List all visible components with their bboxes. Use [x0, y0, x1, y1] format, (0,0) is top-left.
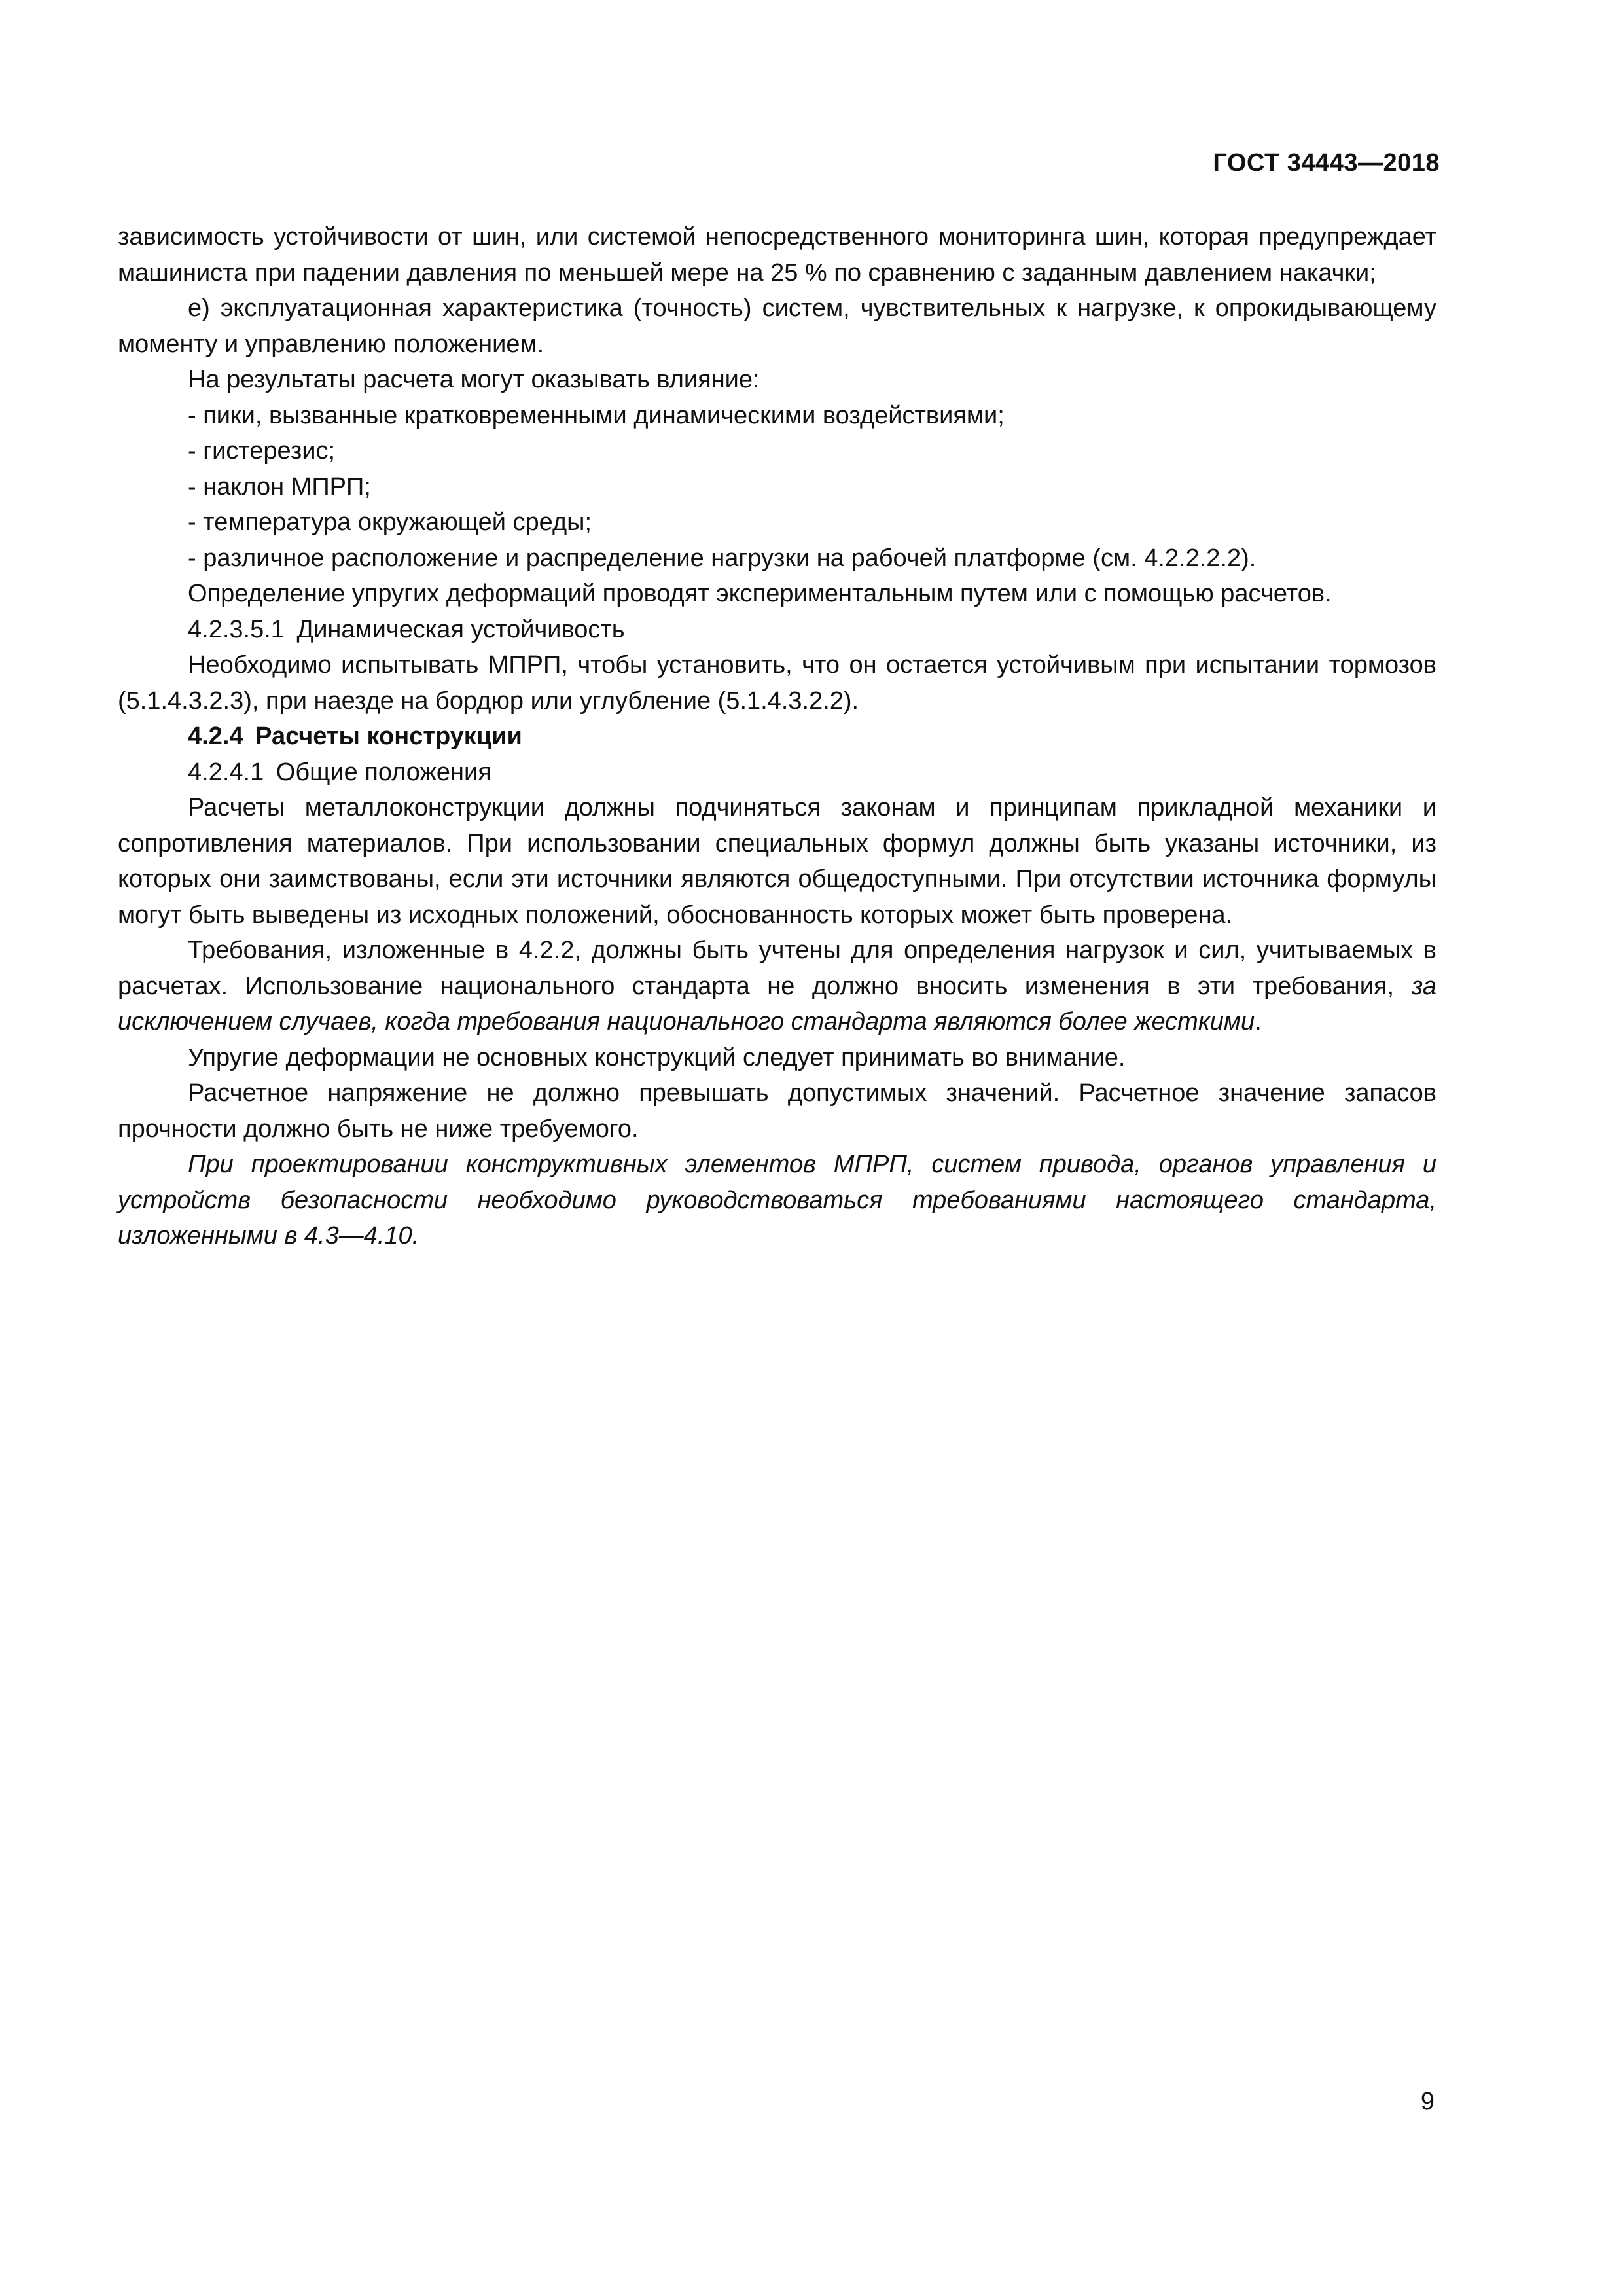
document-body	[118, 219, 1436, 1254]
requirements-tail: .	[1255, 1008, 1262, 1035]
paragraph-calculation-laws: Расчеты металлоконструкции должны подчиняться законам и принципам прикладной механики и сопротивления материалов. При использовании специальных формул должны быть указаны источники, из которых они заимствованы, если эти источники являются общедоступными. При отсутствии источника формулы могут быть выведены из исходных положений, обоснованность которых может быть проверена.	[118, 794, 1436, 929]
list-item-hysteresis: - гистерезис;	[188, 437, 336, 465]
paragraph-continuation: зависимость устойчивости от шин, или системой непосредственного мониторинга шин, которая предупреждает машиниста при падении давления по меньшей мере на 25 % по сравнению с заданным давлением накачки;	[118, 223, 1436, 287]
subsection-heading-dynamic-stability	[118, 612, 1436, 648]
list-item-temperature: - температура окружающей среды;	[188, 509, 592, 536]
section-title: Расчеты конструкции	[255, 723, 522, 750]
paragraph-influence-intro: На результаты расчета могут оказывать влияние:	[188, 366, 760, 393]
section-title: Динамическая устойчивость	[296, 615, 625, 643]
section-number: 4.2.3.5.1	[188, 615, 285, 643]
paragraph-elastic-deformation: Определение упругих деформаций проводят экспериментальным путем или с помощью расчетов.	[188, 580, 1332, 607]
section-heading-structural-calculations	[118, 719, 1436, 755]
paragraph-dynamic-test: Необходимо испытывать МПРП, чтобы установить, что он остается устойчивым при испытании тормозов (5.1.4.3.2.3), при наезде на бордюр или углубление (5.1.4.3.2.2).	[118, 651, 1436, 715]
paragraph-design-guidance: При проектировании конструктивных элементов МПРП, систем привода, органов управления и устройств безопасности необходимо руководствоваться требованиями настоящего стандарта, изложенными в 4.3—4.10.	[118, 1151, 1436, 1249]
list-item-peaks: - пики, вызванные кратковременными динамическими воздействиями;	[188, 401, 1005, 429]
paragraph-design-stress: Расчетное напряжение не должно превышать допустимых значений. Расчетное значение запасов прочности должно быть не ниже требуемого.	[118, 1079, 1436, 1143]
section-title: Общие положения	[276, 758, 491, 786]
paragraph-nonprimary-deformation: Упругие деформации не основных конструкций следует принимать во внимание.	[188, 1043, 1126, 1071]
requirements-italic-text: за исключением случаев, когда требования национального стандарта являются более жесткими	[118, 972, 1437, 1035]
list-item-load-distribution: - различное расположение и распределение нагрузки на рабочей платформе (см. 4.2.2.2.2).	[188, 544, 1257, 572]
list-item-e: e) эксплуатационная характеристика (точность) систем, чувствительных к нагрузке, к опрокидывающему моменту и управлению положением.	[118, 295, 1436, 358]
subsection-heading-general	[118, 755, 1436, 791]
paragraph-requirements	[118, 933, 1436, 1040]
section-number: 4.2.4	[188, 723, 243, 750]
list-item-tilt: - наклон МПРП;	[188, 473, 371, 501]
section-number: 4.2.4.1	[188, 758, 264, 786]
standard-code-header: ГОСТ 34443—2018	[1213, 149, 1440, 177]
page-number: 9	[1420, 2088, 1435, 2115]
requirements-text: Требования, изложенные в 4.2.2, должны быть учтены для определения нагрузок и сил, учитываемых в расчетах. Использование национального стандарта не должно вносить изменения в эти требования,	[118, 937, 1436, 1000]
